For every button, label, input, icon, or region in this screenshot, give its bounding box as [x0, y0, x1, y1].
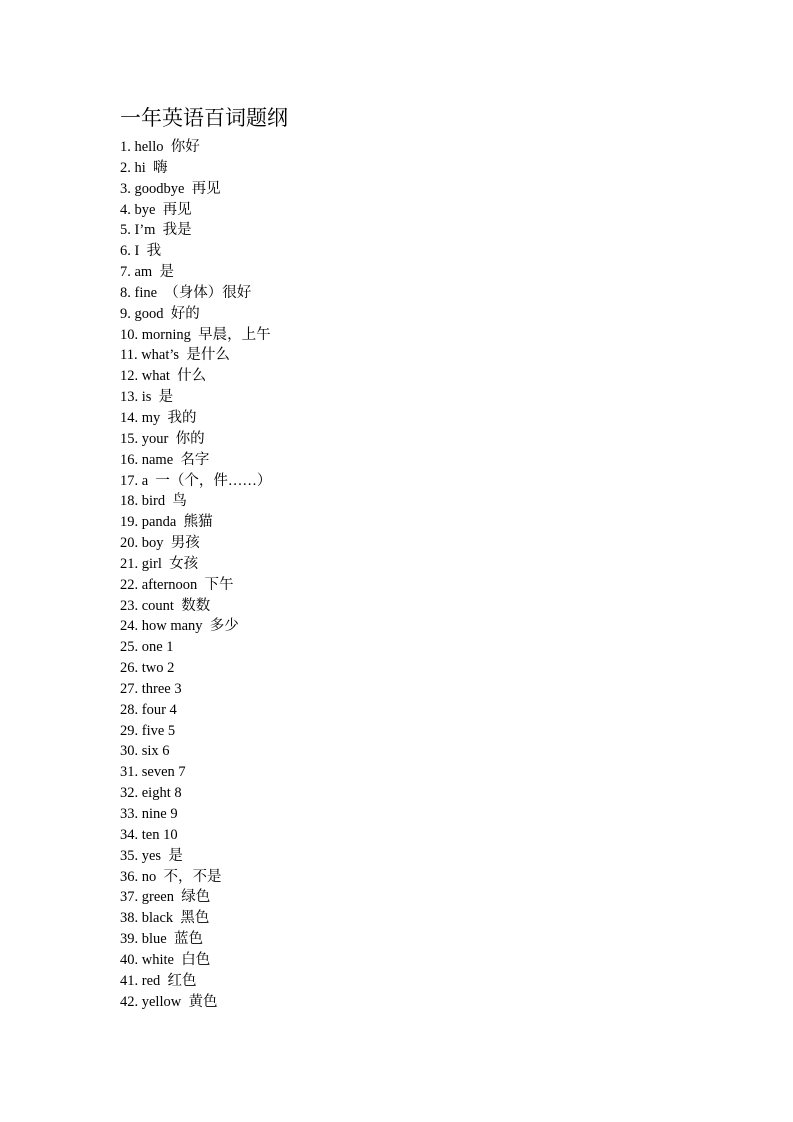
vocabulary-item: 1. hello 你好 — [120, 139, 200, 155]
vocabulary-item: 15. your 你的 — [120, 430, 205, 447]
vocabulary-item: 12. what 什么 — [120, 368, 207, 385]
vocabulary-item: 19. panda 熊猫 — [120, 514, 213, 531]
vocabulary-item: 34. ten 10 — [120, 826, 178, 843]
vocabulary-item: 13. is 是 — [120, 389, 174, 406]
vocabulary-item: 5. I’m 我是 — [120, 222, 192, 239]
vocabulary-item: 11. what’s 是什么 — [120, 347, 230, 364]
vocabulary-item: 23. count 数数 — [120, 597, 211, 614]
vocabulary-item: 36. no 不，不是 — [120, 868, 222, 885]
vocabulary-item: 37. green 绿色 — [120, 889, 211, 906]
vocabulary-item: 3. goodbye 再见 — [120, 180, 221, 197]
vocabulary-item: 2. hi 嗨 — [120, 159, 168, 176]
vocabulary-item: 35. yes 是 — [120, 847, 183, 864]
vocabulary-item: 24. how many 多少 — [120, 618, 239, 635]
vocabulary-item: 26. two 2 — [120, 660, 175, 677]
vocabulary-item: 38. black 黑色 — [120, 910, 210, 927]
vocabulary-item: 30. six 6 — [120, 743, 170, 760]
vocabulary-item: 25. one 1 — [120, 639, 174, 656]
vocabulary-item: 6. I 我 — [120, 243, 162, 260]
vocabulary-item: 42. yellow 黄色 — [120, 993, 218, 1010]
vocabulary-item: 22. afternoon 下午 — [120, 576, 234, 593]
vocabulary-item: 8. fine （身体）很好 — [120, 284, 252, 301]
vocabulary-item: 27. three 3 — [120, 680, 182, 697]
vocabulary-item: 18. bird 鸟 — [120, 493, 187, 510]
vocabulary-item: 17. a 一（个，件……） — [120, 472, 272, 489]
vocabulary-item: 41. red 红色 — [120, 972, 197, 989]
vocabulary-list — [120, 137, 680, 1012]
vocabulary-item: 39. blue 蓝色 — [120, 931, 203, 948]
vocabulary-item: 9. good 好的 — [120, 305, 200, 322]
vocabulary-item: 40. white 白色 — [120, 951, 211, 968]
vocabulary-item: 32. eight 8 — [120, 785, 182, 802]
vocabulary-item: 29. five 5 — [120, 722, 176, 739]
vocabulary-item: 28. four 4 — [120, 701, 177, 718]
document-content — [120, 103, 680, 1012]
vocabulary-item: 14. my 我的 — [120, 409, 197, 426]
vocabulary-item: 20. boy 男孩 — [120, 535, 200, 552]
vocabulary-item: 7. am 是 — [120, 264, 174, 281]
vocabulary-item: 21. girl 女孩 — [120, 555, 199, 572]
vocabulary-item: 31. seven 7 — [120, 764, 186, 781]
vocabulary-item: 16. name 名字 — [120, 451, 210, 468]
vocabulary-item: 10. morning 早晨，上午 — [120, 326, 271, 343]
document-title: 一年英语百词题纲 — [120, 106, 288, 130]
vocabulary-item: 33. nine 9 — [120, 806, 178, 822]
vocabulary-item: 4. bye 再见 — [120, 201, 192, 218]
